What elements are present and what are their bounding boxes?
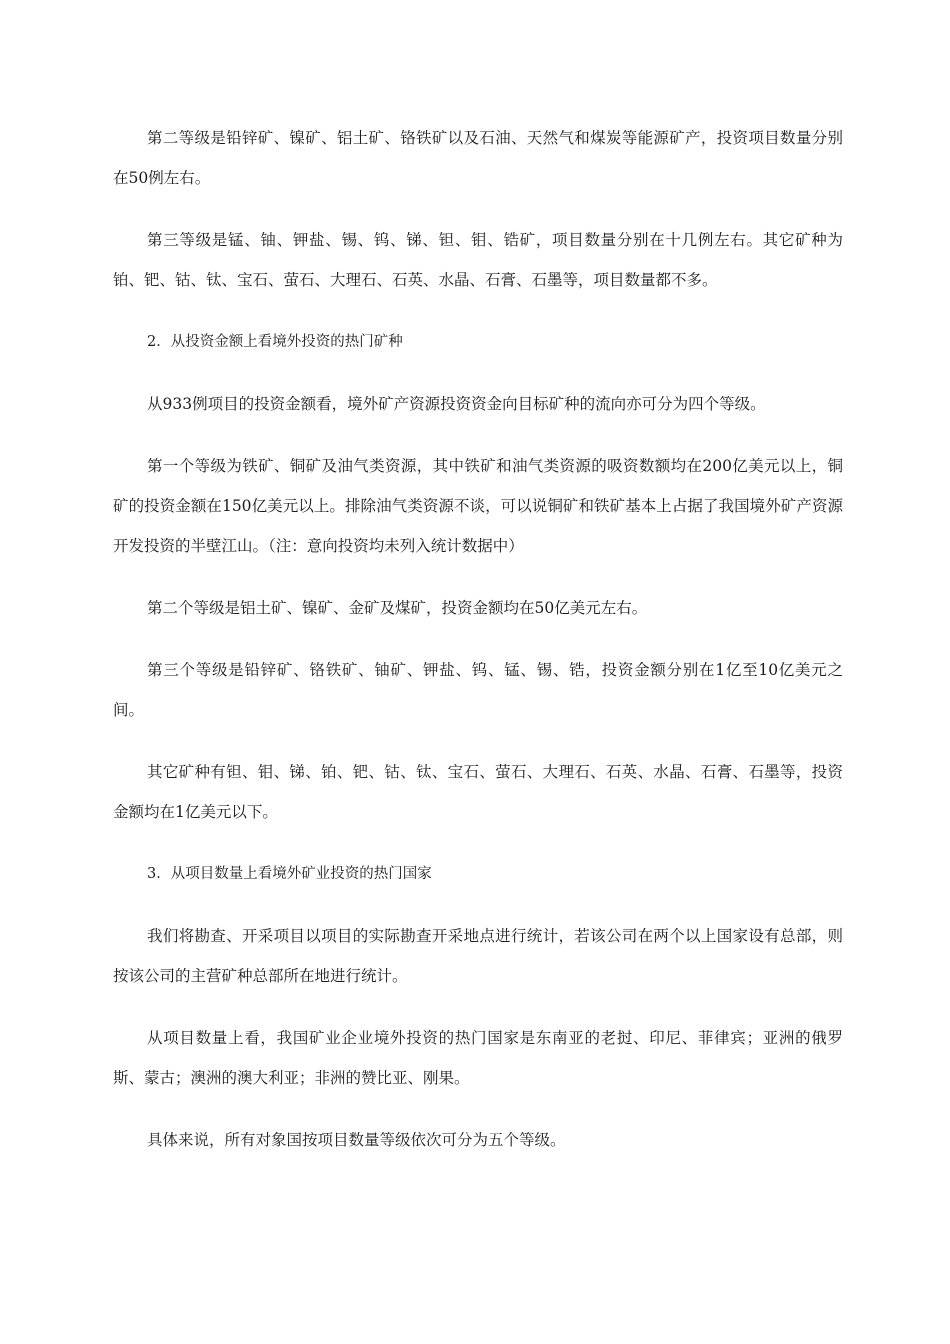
paragraph-other-minerals-investment: 其它矿种有钽、钼、锑、铂、钯、钴、钛、宝石、萤石、大理石、石英、水晶、石膏、石墨等，投资金额均在1亿美元以下。 xyxy=(113,763,843,821)
document-body xyxy=(113,118,843,1182)
paragraph-tier-three-projects: 第三等级是锰、铀、钾盐、锡、钨、锑、钽、钼、锆矿，项目数量分别在十几例左右。其它矿种为铂、钯、钴、钛、宝石、萤石、大理石、石英、水晶、石膏、石墨等，项目数量都不多。 xyxy=(113,231,843,289)
paragraph-tier-two-projects: 第二等级是铅锌矿、镍矿、铝土矿、铬铁矿以及石油、天然气和煤炭等能源矿产，投资项目数量分别在50例左右。 xyxy=(113,129,843,187)
section-heading-hot-countries: 3．从项目数量上看境外矿业投资的热门国家 xyxy=(147,866,432,882)
paragraph-tier-one-investment: 第一个等级为铁矿、铜矿及油气类资源，其中铁矿和油气类资源的吸资数额均在200亿美元以上，铜矿的投资金额在150亿美元以上。排除油气类资源不谈，可以说铜矿和铁矿基本上占据了我国境外矿产资源开发投资的半壁江山。（注：意向投资均未列入统计数据中） xyxy=(113,457,843,555)
paragraph-investment-overview: 从933例项目的投资金额看，境外矿产资源投资资金向目标矿种的流向亦可分为四个等级。 xyxy=(147,395,766,413)
paragraph-five-tiers: 具体来说，所有对象国按项目数量等级依次可分为五个等级。 xyxy=(147,1131,566,1149)
paragraph-hot-countries: 从项目数量上看，我国矿业企业境外投资的热门国家是东南亚的老挝、印尼、菲律宾；亚洲的俄罗斯、蒙古；澳洲的澳大利亚；非洲的赞比亚、刚果。 xyxy=(113,1029,843,1087)
paragraph-statistics-method: 我们将勘查、开采项目以项目的实际勘查开采地点进行统计，若该公司在两个以上国家设有总部，则按该公司的主营矿种总部所在地进行统计。 xyxy=(113,927,843,985)
paragraph-tier-three-investment: 第三个等级是铅锌矿、铬铁矿、铀矿、钾盐、钨、锰、锡、锆，投资金额分别在1亿至10亿美元之间。 xyxy=(113,661,843,719)
paragraph-tier-two-investment: 第二个等级是铝土矿、镍矿、金矿及煤矿，投资金额均在50亿美元左右。 xyxy=(147,599,648,617)
section-heading-investment-amount: 2．从投资金额上看境外投资的热门矿种 xyxy=(147,334,403,350)
